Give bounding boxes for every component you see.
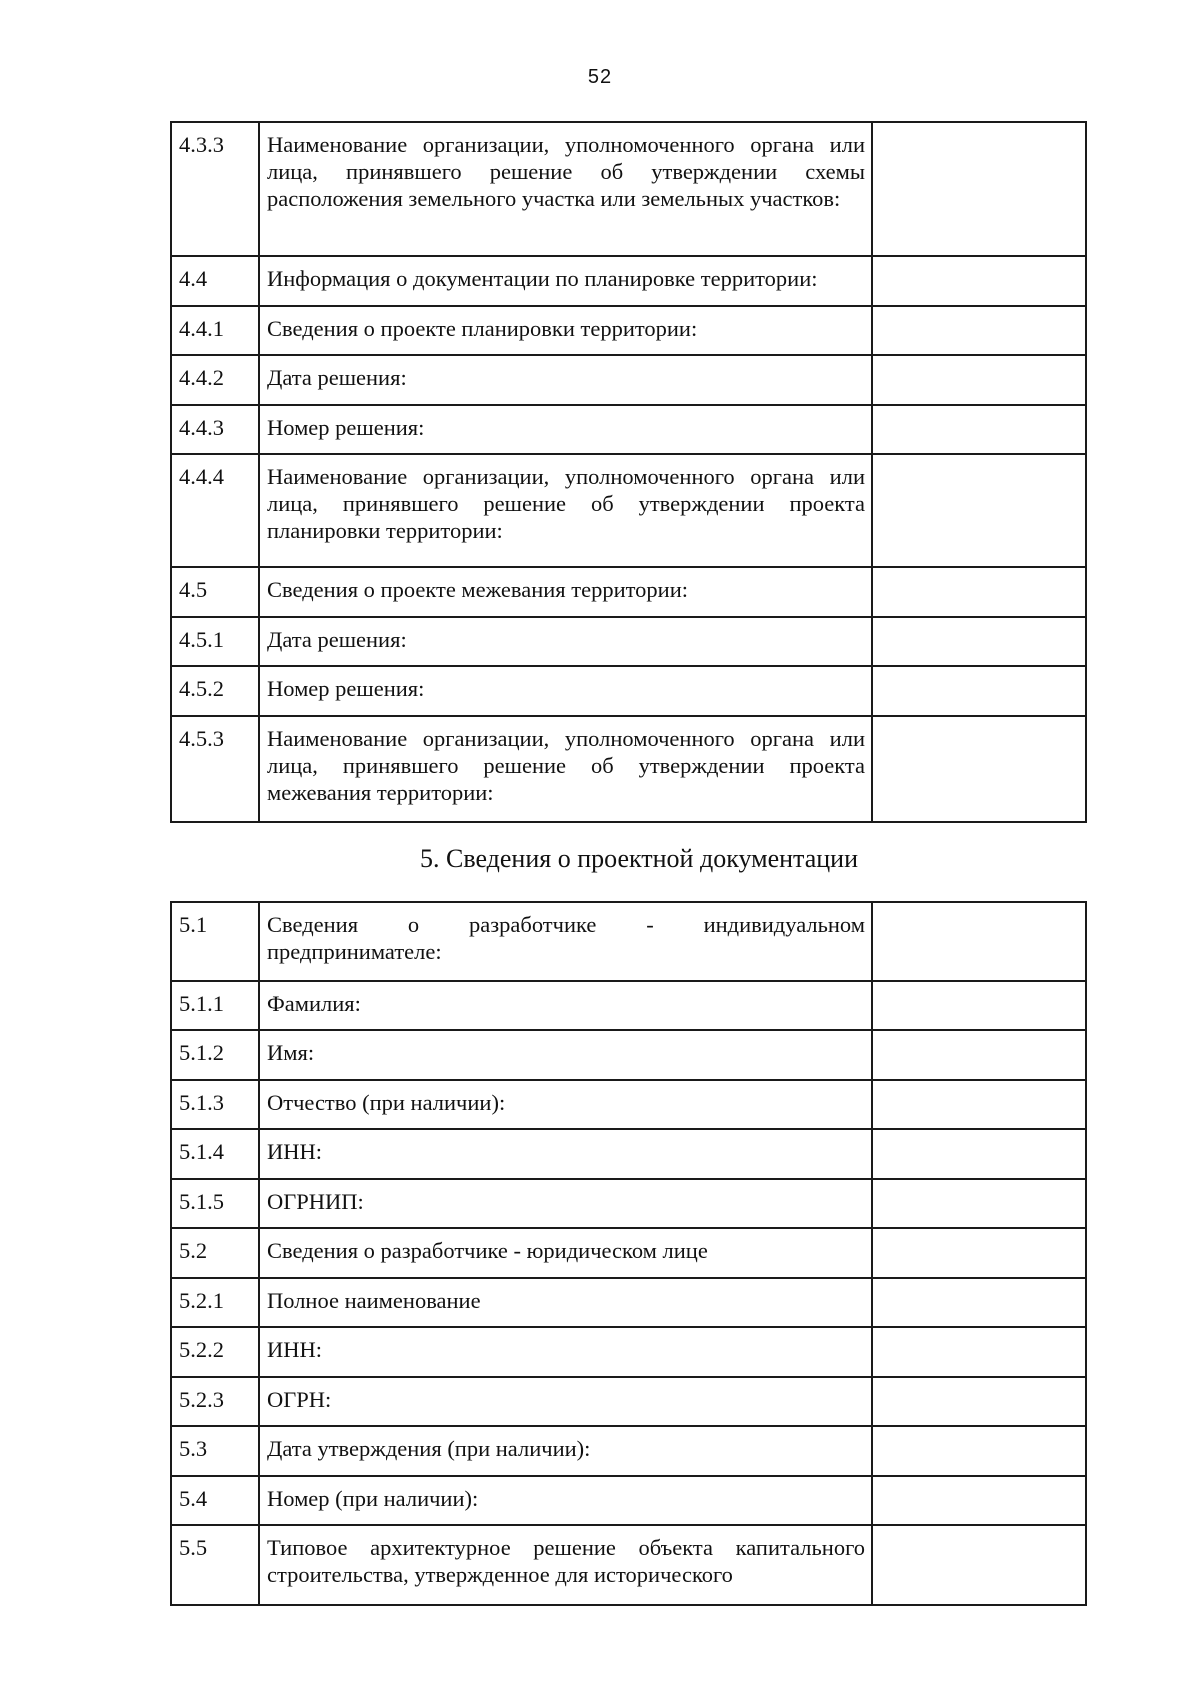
table-row <box>171 1426 1086 1476</box>
table-row <box>171 256 1086 306</box>
row-label: Полное наименование <box>259 1278 872 1327</box>
row-value-cell[interactable] <box>872 256 1086 306</box>
row-value-cell[interactable] <box>872 1228 1086 1278</box>
row-number: 5.2.1 <box>171 1278 259 1327</box>
row-label: ИНН: <box>259 1129 872 1179</box>
row-value-cell[interactable] <box>872 902 1086 981</box>
row-label: Сведения о разработчике - юридическом лице <box>259 1228 872 1278</box>
row-number: 4.4 <box>171 256 259 306</box>
row-value-cell[interactable] <box>872 122 1086 256</box>
row-number: 5.1 <box>171 902 259 981</box>
row-value-cell[interactable] <box>872 1080 1086 1129</box>
row-value-cell[interactable] <box>872 1377 1086 1426</box>
row-number: 5.1.1 <box>171 981 259 1030</box>
section-heading: 5. Сведения о проектной документации <box>420 844 858 873</box>
table-row <box>171 1129 1086 1179</box>
row-label: ОГРНИП: <box>259 1179 872 1228</box>
row-number: 5.1.2 <box>171 1030 259 1080</box>
row-value-cell[interactable] <box>872 981 1086 1030</box>
row-number: 4.3.3 <box>171 122 259 256</box>
table-row <box>171 1228 1086 1278</box>
row-number: 4.5 <box>171 567 259 617</box>
row-number: 5.4 <box>171 1476 259 1525</box>
table-row <box>171 981 1086 1030</box>
table-row <box>171 1476 1086 1525</box>
row-label: Номер решения: <box>259 666 872 716</box>
row-label: Номер решения: <box>259 405 872 454</box>
row-label: ИНН: <box>259 1327 872 1377</box>
row-label: Типовое архитектурное решение объекта капитального строительства, утвержденное для исторического <box>259 1525 872 1605</box>
table-row <box>171 666 1086 716</box>
row-label: Сведения о проекте межевания территории: <box>259 567 872 617</box>
table-row <box>171 1377 1086 1426</box>
row-number: 4.4.2 <box>171 355 259 405</box>
row-number: 4.5.2 <box>171 666 259 716</box>
table-row <box>171 1327 1086 1377</box>
row-number: 4.5.1 <box>171 617 259 666</box>
row-label: Наименование организации, уполномоченного органа или лица, принявшего решение об утверждении проекта планировки территории: <box>259 454 872 567</box>
row-value-cell[interactable] <box>872 454 1086 567</box>
row-number: 5.2.3 <box>171 1377 259 1426</box>
table-row <box>171 1278 1086 1327</box>
row-value-cell[interactable] <box>872 1327 1086 1377</box>
row-value-cell[interactable] <box>872 1129 1086 1179</box>
row-number: 5.5 <box>171 1525 259 1605</box>
row-number: 4.4.3 <box>171 405 259 454</box>
row-value-cell[interactable] <box>872 355 1086 405</box>
row-value-cell[interactable] <box>872 1179 1086 1228</box>
row-label: Наименование организации, уполномоченного органа или лица, принявшего решение об утверждении схемы расположения земельного участка или земельных участков: <box>259 122 872 256</box>
row-label: Фамилия: <box>259 981 872 1030</box>
row-label: Отчество (при наличии): <box>259 1080 872 1129</box>
row-number: 5.3 <box>171 1426 259 1476</box>
design-documentation-table <box>170 901 1087 1606</box>
row-label: Номер (при наличии): <box>259 1476 872 1525</box>
row-number: 5.2.2 <box>171 1327 259 1377</box>
row-label: Дата решения: <box>259 617 872 666</box>
row-label: Имя: <box>259 1030 872 1080</box>
table-row <box>171 617 1086 666</box>
table-row <box>171 1525 1086 1605</box>
table-row <box>171 454 1086 567</box>
row-number: 4.4.4 <box>171 454 259 567</box>
row-value-cell[interactable] <box>872 1030 1086 1080</box>
row-label: Сведения о разработчике - индивидуальном предпринимателе: <box>259 902 872 981</box>
row-value-cell[interactable] <box>872 405 1086 454</box>
row-label: ОГРН: <box>259 1377 872 1426</box>
table-row <box>171 716 1086 822</box>
page-number: 52 <box>587 66 613 88</box>
row-number: 5.1.3 <box>171 1080 259 1129</box>
row-value-cell[interactable] <box>872 716 1086 822</box>
table-row <box>171 355 1086 405</box>
table-row <box>171 567 1086 617</box>
table-row <box>171 1179 1086 1228</box>
table-row <box>171 1030 1086 1080</box>
row-label: Сведения о проекте планировки территории: <box>259 306 872 355</box>
row-number: 4.5.3 <box>171 716 259 822</box>
row-value-cell[interactable] <box>872 306 1086 355</box>
row-label: Дата решения: <box>259 355 872 405</box>
table-row <box>171 1080 1086 1129</box>
row-value-cell[interactable] <box>872 567 1086 617</box>
table-row <box>171 306 1086 355</box>
row-value-cell[interactable] <box>872 1278 1086 1327</box>
row-number: 5.1.4 <box>171 1129 259 1179</box>
row-label: Дата утверждения (при наличии): <box>259 1426 872 1476</box>
row-value-cell[interactable] <box>872 1426 1086 1476</box>
row-value-cell[interactable] <box>872 666 1086 716</box>
table-row <box>171 122 1086 256</box>
land-planning-info-table <box>170 121 1087 823</box>
table-row <box>171 405 1086 454</box>
row-number: 5.1.5 <box>171 1179 259 1228</box>
row-value-cell[interactable] <box>872 1525 1086 1605</box>
row-number: 4.4.1 <box>171 306 259 355</box>
table-row <box>171 902 1086 981</box>
row-number: 5.2 <box>171 1228 259 1278</box>
row-label: Информация о документации по планировке территории: <box>259 256 872 306</box>
row-value-cell[interactable] <box>872 617 1086 666</box>
row-label: Наименование организации, уполномоченного органа или лица, принявшего решение об утверждении проекта межевания территории: <box>259 716 872 822</box>
row-value-cell[interactable] <box>872 1476 1086 1525</box>
